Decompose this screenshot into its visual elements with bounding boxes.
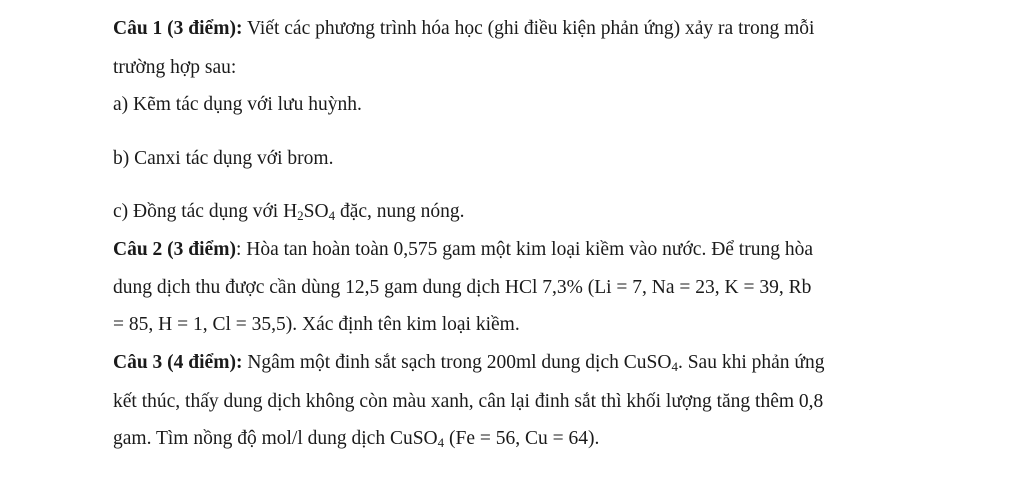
q1-item-c-sub-1: 2 — [297, 208, 304, 223]
q3-text-2: kết thúc, thấy dung dịch không còn màu xanh, cân lại đinh sắt thì khối lượng tăng thêm 0,8 — [113, 391, 824, 412]
q1-item-c-text-3: đặc, nung nóng. — [335, 201, 465, 222]
q3-sub-3: 4 — [437, 435, 445, 450]
q3-line-3 — [113, 427, 599, 451]
q2-text-1: : Hòa tan hoàn toàn 0,575 gam một kim loại kiềm vào nước. Để trung hòa — [235, 239, 814, 260]
q1-item-a-text: a) Kẽm tác dụng với lưu huỳnh. — [113, 94, 362, 115]
q1-item-c-text-2: SO — [303, 201, 329, 222]
q1-text-2: trường hợp sau: — [113, 57, 237, 78]
q2-text-2: dung dịch thu được cần dùng 12,5 gam dung dịch HCl 7,3% (Li = 7, Na = 23, K = 39, Rb — [113, 277, 812, 298]
q3-text-3b: (Fe = 56, Cu = 64). — [444, 428, 600, 449]
q1-item-c-sub-2: 4 — [328, 208, 336, 223]
exam-page — [113, 0, 913, 478]
q3-label: Câu 3 (4 điểm): — [113, 352, 243, 373]
q3-text-1a: Ngâm một đinh sắt sạch trong 200ml dung dịch CuSO — [242, 352, 672, 373]
q2-text-3: = 85, H = 1, Cl = 35,5). Xác định tên kim loại kiềm. — [113, 314, 520, 335]
q1-line-2 — [113, 56, 236, 80]
q1-item-c — [113, 200, 465, 224]
q1-item-b-text: b) Canxi tác dụng với brom. — [113, 148, 334, 169]
q1-item-a — [113, 93, 362, 117]
q1-item-c-text-1: c) Đồng tác dụng với H — [113, 201, 298, 222]
q3-text-3a: gam. Tìm nồng độ mol/l dung dịch CuSO — [113, 428, 438, 449]
q1-item-b — [113, 147, 333, 171]
q3-line-1 — [113, 351, 824, 375]
q1-line-1 — [113, 17, 814, 41]
q3-sub-1: 4 — [671, 359, 678, 374]
q2-line-2 — [113, 276, 811, 300]
q2-label: Câu 2 (3 điểm) — [113, 239, 236, 260]
q3-line-2 — [113, 390, 823, 414]
q1-label: Câu 1 (3 điểm): — [113, 18, 243, 39]
q2-line-1 — [113, 238, 813, 262]
q2-line-3 — [113, 313, 520, 337]
q1-text-1: Viết các phương trình hóa học (ghi điều kiện phản ứng) xảy ra trong mỗi — [242, 18, 815, 39]
q3-text-1b: . Sau khi phản ứng — [677, 352, 825, 373]
